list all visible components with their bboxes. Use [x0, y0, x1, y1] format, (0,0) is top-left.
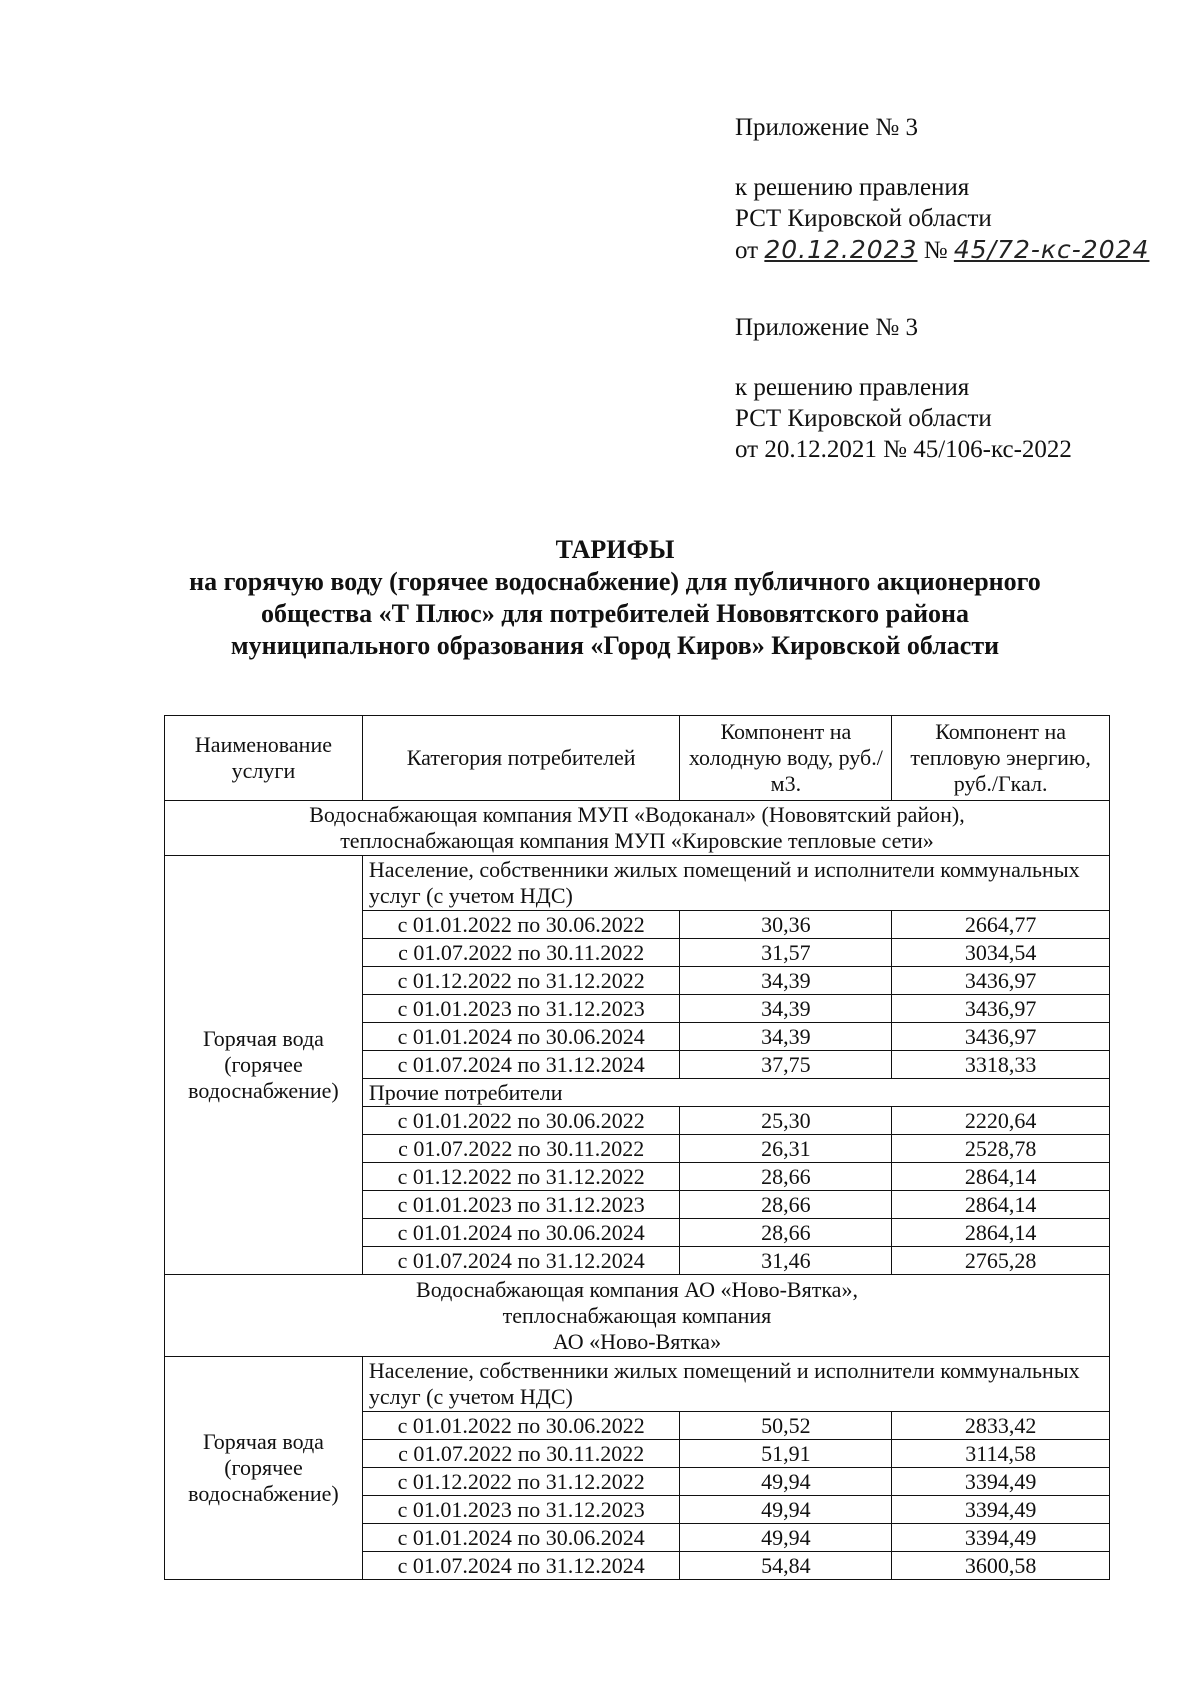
header-cold: Компонент на холодную воду, руб./м3. [680, 716, 892, 801]
appendix-new-num-sign: № [923, 237, 948, 264]
period-cell: с 01.07.2024 по 31.12.2024 [362, 1552, 680, 1580]
cold-cell: 28,66 [680, 1191, 892, 1219]
cold-cell: 50,52 [680, 1412, 892, 1440]
heat-cell: 3034,54 [892, 939, 1110, 967]
period-cell: с 01.01.2024 по 30.06.2024 [362, 1524, 680, 1552]
heat-cell: 3436,97 [892, 967, 1110, 995]
section1-group2-label: Прочие потребители [362, 1079, 1109, 1107]
period-cell: с 01.07.2022 по 30.11.2022 [362, 939, 680, 967]
period-cell: с 01.01.2024 по 30.06.2024 [362, 1023, 680, 1051]
heading-line1: на горячую воду (горячее водоснабжение) для публичного акционерного [189, 567, 1041, 596]
heat-cell: 2220,64 [892, 1107, 1110, 1135]
handwritten-number: 45/72-кс-2024 [953, 235, 1150, 264]
header-heat: Компонент на тепловую энергию, руб./Гкал. [892, 716, 1110, 801]
period-cell: с 01.12.2022 по 31.12.2022 [362, 967, 680, 995]
appendix-old-line2: РСТ Кировской области [735, 405, 992, 432]
heat-cell: 3114,58 [892, 1440, 1110, 1468]
document-heading [150, 534, 1080, 662]
cold-cell: 28,66 [680, 1219, 892, 1247]
heat-cell: 3394,49 [892, 1496, 1110, 1524]
section2-title-line2: теплоснабжающая компания [502, 1302, 772, 1328]
heading-line2: общества «Т Плюс» для потребителей Нововятского района [260, 599, 970, 628]
section1-group1-label: Население, собственники жилых помещений и исполнители коммунальных услуг (с учетом НДС) [362, 856, 1109, 911]
period-cell: с 01.01.2023 по 31.12.2023 [362, 1496, 680, 1524]
section2-title [165, 1275, 1110, 1357]
period-cell: с 01.07.2022 по 30.11.2022 [362, 1440, 680, 1468]
cold-cell: 31,46 [680, 1247, 892, 1275]
period-cell: с 01.01.2022 по 30.06.2022 [362, 911, 680, 939]
appendix-new-prefix: от [735, 237, 759, 264]
table-header-row [165, 716, 1110, 801]
heat-cell: 2664,77 [892, 911, 1110, 939]
cold-cell: 49,94 [680, 1496, 892, 1524]
cold-cell: 34,39 [680, 1023, 892, 1051]
cold-cell: 34,39 [680, 995, 892, 1023]
period-cell: с 01.01.2023 по 31.12.2023 [362, 995, 680, 1023]
appendix-new-line1: к решению правления [735, 174, 970, 201]
appendix-old-block [735, 312, 1072, 465]
section1-title-line1: Водоснабжающая компания МУП «Водоканал» (Нововятский район), [309, 802, 965, 827]
period-cell: с 01.01.2022 по 30.06.2022 [362, 1412, 680, 1440]
cold-cell: 30,36 [680, 911, 892, 939]
period-cell: с 01.07.2024 по 31.12.2024 [362, 1051, 680, 1079]
appendix-new-ref-line [735, 234, 1149, 266]
tariffs-table [164, 715, 1110, 1580]
heat-cell: 3436,97 [892, 1023, 1110, 1051]
appendix-new-line2: РСТ Кировской области [735, 205, 992, 232]
period-cell: с 01.07.2022 по 30.11.2022 [362, 1135, 680, 1163]
heading-title: ТАРИФЫ [555, 535, 675, 564]
section1-group1-row [165, 856, 1110, 911]
appendix-new-title: Приложение № 3 [735, 114, 919, 141]
appendix-old-line3: от 20.12.2021 № 45/106-кс-2022 [735, 436, 1072, 463]
heat-cell: 3600,58 [892, 1552, 1110, 1580]
cold-cell: 49,94 [680, 1468, 892, 1496]
header-service: Наименование услуги [165, 716, 363, 801]
appendix-old-line1: к решению правления [735, 374, 970, 401]
appendix-new-block [735, 112, 1149, 266]
period-cell: с 01.01.2023 по 31.12.2023 [362, 1191, 680, 1219]
period-cell: с 01.12.2022 по 31.12.2022 [362, 1468, 680, 1496]
cold-cell: 31,57 [680, 939, 892, 967]
section1-title-row [165, 801, 1110, 856]
section1-title [165, 801, 1110, 856]
section2-group1-label: Население, собственники жилых помещений и исполнители коммунальных услуг (с учетом НДС) [362, 1357, 1109, 1412]
period-cell: с 01.07.2024 по 31.12.2024 [362, 1247, 680, 1275]
heat-cell: 3394,49 [892, 1468, 1110, 1496]
heat-cell: 2864,14 [892, 1163, 1110, 1191]
period-cell: с 01.12.2022 по 31.12.2022 [362, 1163, 680, 1191]
handwritten-date: 20.12.2023 [764, 235, 918, 264]
period-cell: с 01.01.2022 по 30.06.2022 [362, 1107, 680, 1135]
cold-cell: 26,31 [680, 1135, 892, 1163]
header-category: Категория потребителей [362, 716, 680, 801]
heat-cell: 2765,28 [892, 1247, 1110, 1275]
cold-cell: 37,75 [680, 1051, 892, 1079]
cold-cell: 54,84 [680, 1552, 892, 1580]
section1-title-line2: теплоснабжающая компания МУП «Кировские тепловые сети» [340, 828, 934, 853]
cold-cell: 51,91 [680, 1440, 892, 1468]
section2-title-row [165, 1275, 1110, 1357]
section2-group1-row [165, 1357, 1110, 1412]
heat-cell: 3394,49 [892, 1524, 1110, 1552]
heat-cell: 2833,42 [892, 1412, 1110, 1440]
appendix-old-title: Приложение № 3 [735, 314, 919, 341]
section1-service-cell: Горячая вода (горячее водоснабжение) [165, 856, 363, 1275]
cold-cell: 28,66 [680, 1163, 892, 1191]
cold-cell: 25,30 [680, 1107, 892, 1135]
period-cell: с 01.01.2024 по 30.06.2024 [362, 1219, 680, 1247]
section2-title-line3: АО «Ново-Вятка» [552, 1328, 722, 1354]
cold-cell: 49,94 [680, 1524, 892, 1552]
heat-cell: 2528,78 [892, 1135, 1110, 1163]
section2-title-line1: Водоснабжающая компания АО «Ново-Вятка», [416, 1276, 858, 1302]
heat-cell: 2864,14 [892, 1191, 1110, 1219]
heat-cell: 3436,97 [892, 995, 1110, 1023]
cold-cell: 34,39 [680, 967, 892, 995]
heading-line3: муниципального образования «Город Киров» Кировской области [230, 631, 1000, 660]
heat-cell: 2864,14 [892, 1219, 1110, 1247]
section2-service-cell: Горячая вода (горячее водоснабжение) [165, 1357, 363, 1580]
heat-cell: 3318,33 [892, 1051, 1110, 1079]
